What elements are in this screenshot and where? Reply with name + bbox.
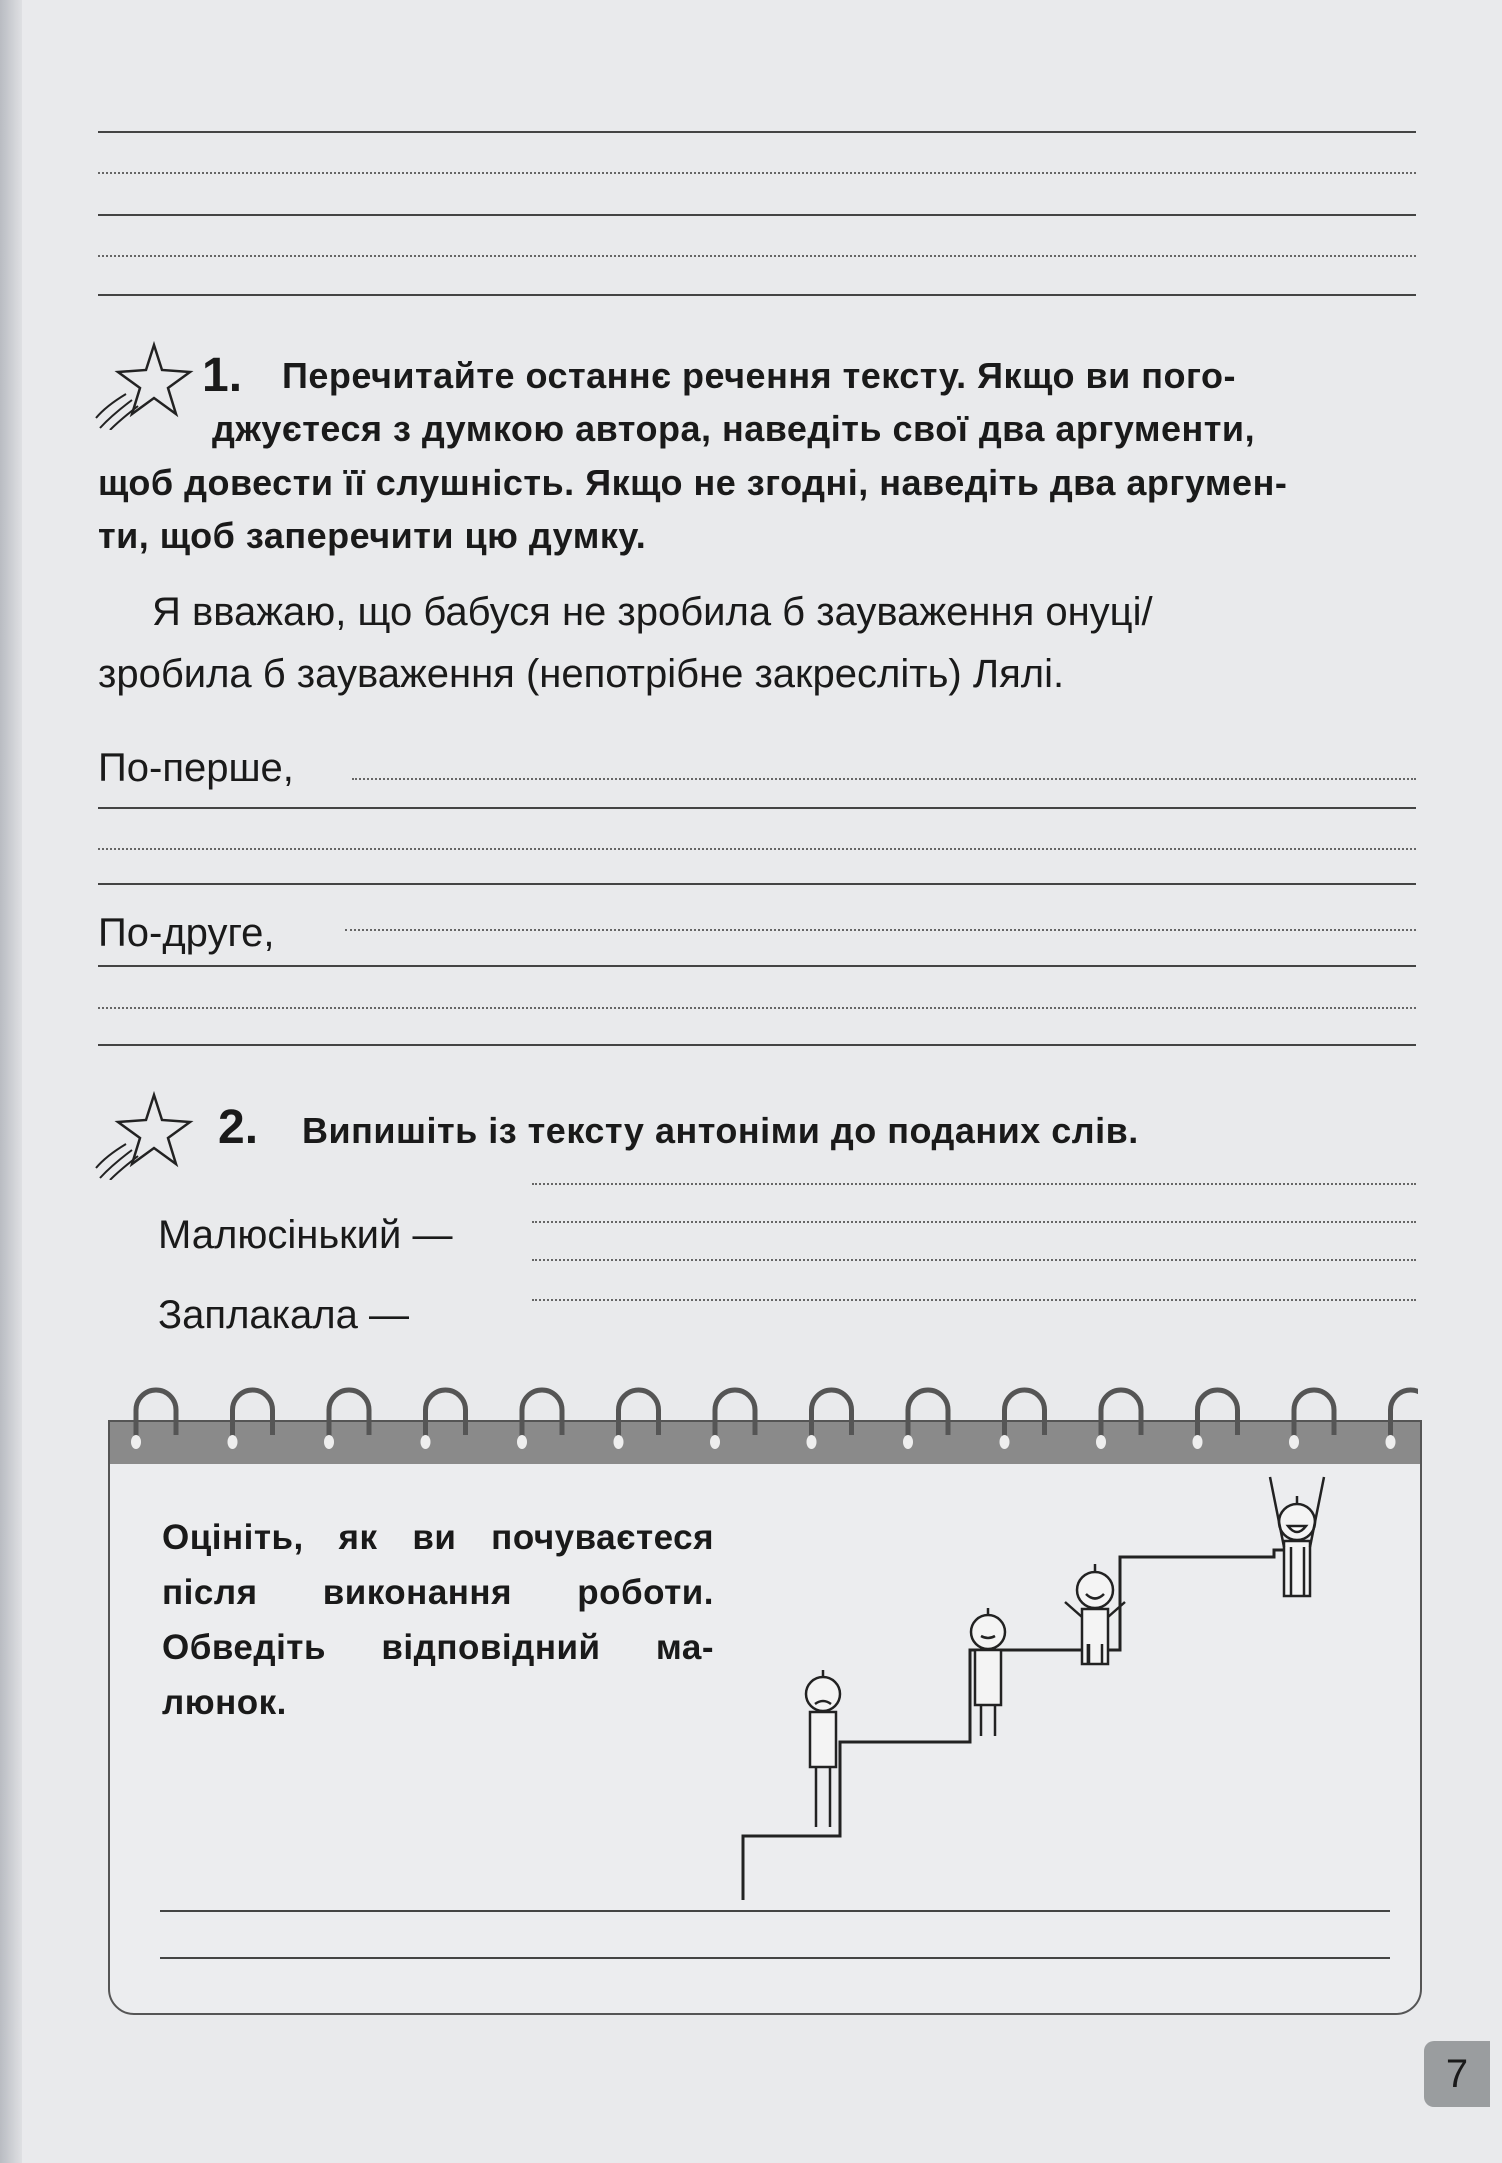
- antonym-input[interactable]: [532, 1221, 1416, 1223]
- task2-instruction: Випишіть із тексту антоніми до поданих слів.: [302, 1110, 1139, 1151]
- spiral-ring: [522, 1390, 562, 1442]
- ring-hole: [324, 1435, 334, 1449]
- reflection-text: Обведіть відповідний ма-: [162, 1628, 714, 1667]
- ring-hole: [228, 1435, 238, 1449]
- happy-figure[interactable]: [1270, 1477, 1324, 1596]
- ring-hole: [614, 1435, 624, 1449]
- ring-hole: [1000, 1435, 1010, 1449]
- writing-line: [98, 294, 1416, 296]
- ring-hole: [903, 1435, 913, 1449]
- ring-hole: [1289, 1435, 1299, 1449]
- ring-hole: [517, 1435, 527, 1449]
- neutral-figure[interactable]: [971, 1608, 1005, 1736]
- second-argument-input[interactable]: [345, 929, 1416, 931]
- task1-instruction-line: щоб довести її слушність. Якщо не згодні, наведіть два аргумен-: [98, 462, 1288, 503]
- ring-hole: [131, 1435, 141, 1449]
- writing-line[interactable]: [98, 1007, 1416, 1009]
- writing-line: [98, 807, 1416, 809]
- spiral-ring: [233, 1390, 273, 1442]
- writing-line: [98, 214, 1416, 216]
- writing-line: [98, 172, 1416, 174]
- ring-hole: [1193, 1435, 1203, 1449]
- writing-line: [98, 965, 1416, 967]
- task1-instruction-line: ти, щоб заперечити цю думку.: [98, 515, 647, 556]
- first-argument-input[interactable]: [352, 778, 1416, 780]
- task1-instruction-line: Перечитайте останнє речення тексту. Якщо ви пого-: [282, 355, 1236, 396]
- mood-staircase-figures: [110, 1422, 1420, 2013]
- first-argument-label: По-перше,: [98, 746, 294, 790]
- writing-line[interactable]: [160, 1910, 1390, 1912]
- writing-line: [98, 131, 1416, 133]
- antonym-word: Заплакала —: [158, 1293, 409, 1337]
- ring-hole: [1386, 1435, 1396, 1449]
- antonym-word: Малюсінький —: [158, 1213, 453, 1257]
- second-argument-label: По-друге,: [98, 911, 275, 955]
- ring-hole: [1096, 1435, 1106, 1449]
- reflection-text: після виконання роботи.: [162, 1573, 714, 1612]
- ring-hole: [710, 1435, 720, 1449]
- notebook-spiral-rings: [108, 1380, 1418, 1450]
- task2-number: 2.: [218, 1101, 259, 1154]
- writing-line: [98, 255, 1416, 257]
- writing-line: [98, 883, 1416, 885]
- antonym-input[interactable]: [532, 1299, 1416, 1301]
- spiral-ring: [1005, 1390, 1045, 1442]
- spiral-ring: [329, 1390, 369, 1442]
- spiral-ring: [908, 1390, 948, 1442]
- writing-line: [98, 1044, 1416, 1046]
- ring-hole: [807, 1435, 817, 1449]
- writing-line[interactable]: [98, 848, 1416, 850]
- reflection-text: люнок.: [162, 1683, 287, 1722]
- shooting-star-icon: [92, 340, 202, 430]
- task1-number: 1.: [202, 349, 243, 402]
- task1-statement: зробила б зауваження (непотрібне закресліть) Лялі.: [98, 652, 1065, 696]
- spiral-ring: [136, 1390, 176, 1442]
- spiral-ring: [1391, 1390, 1419, 1442]
- reflection-text: Оцініть, як ви почуваєтеся: [162, 1518, 714, 1557]
- ring-hole: [421, 1435, 431, 1449]
- spiral-ring: [812, 1390, 852, 1442]
- writing-line[interactable]: [160, 1957, 1390, 1959]
- spiral-ring: [1101, 1390, 1141, 1442]
- writing-line[interactable]: [532, 1183, 1416, 1185]
- spiral-ring: [426, 1390, 466, 1442]
- spiral-ring: [1198, 1390, 1238, 1442]
- page-edge: [0, 0, 22, 2163]
- spiral-ring: [1294, 1390, 1334, 1442]
- page-number: 7: [1424, 2041, 1490, 2107]
- spiral-ring: [715, 1390, 755, 1442]
- spiral-ring: [619, 1390, 659, 1442]
- writing-line[interactable]: [532, 1259, 1416, 1261]
- task1-statement: Я вважаю, що бабуся не зробила б зауваження онуці/: [152, 590, 1153, 634]
- task1-instruction-line: джуєтеся з думкою автора, наведіть свої два аргументи,: [212, 408, 1256, 449]
- shooting-star-icon: [92, 1090, 202, 1180]
- reflection-notebook: [108, 1420, 1422, 2015]
- sad-figure[interactable]: [806, 1670, 840, 1827]
